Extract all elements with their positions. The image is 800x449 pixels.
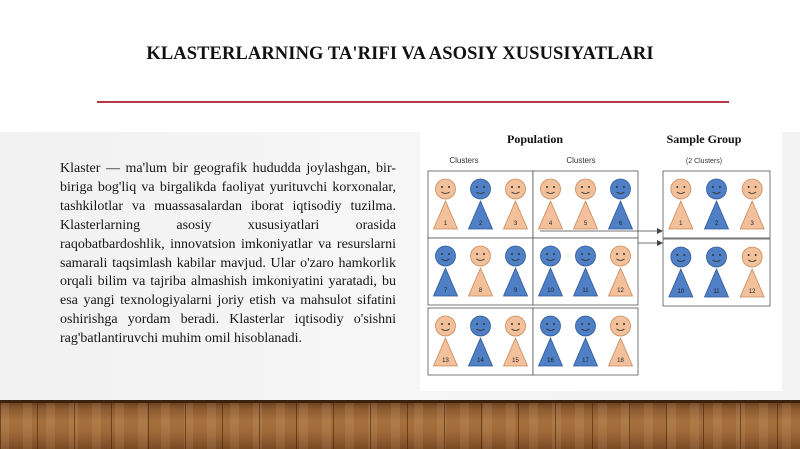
person-eye (712, 254, 714, 256)
person-number: 10 (547, 288, 554, 294)
person-head (471, 246, 491, 266)
person-number: 5 (583, 221, 588, 227)
person-eye (748, 186, 750, 188)
person-number: 2 (478, 221, 483, 227)
person-head (541, 246, 561, 266)
person-eye (441, 186, 443, 188)
person-eye (683, 254, 685, 256)
person-head (576, 246, 596, 266)
slide-body-text: Klaster — ma'lum bir geografik hududda joylashgan, bir-biriga bog'liq va birgalikda faoliyat yurituvchi korxonalar, tashkilotlar va muassasalardan iborat iqtisodiy tuzilma. Klasterlarning asosiy xususiyatlari orasida raqobatbardoshlik, innovatsion imkoniyatlar va resurslarni samarali taqsimlash kabilar mavjud. Ular o'zaro hamkorlik orqali bilim va tajriba almashish imkoniyatini yaratadi, bu esa yangi texnologiyalarni joriy etish va mahsulot sifatini oshirishga yordam beradi. Klasterlar iqtisodiy o'sishni rag'batlantiruvchi muhim omil hisoblanadi. (60, 161, 396, 347)
title-divider (97, 101, 729, 103)
person-eye (511, 186, 513, 188)
slide-title: KLASTERLARNING TA'RIFI VA ASOSIY XUSUSIYATLARI (146, 44, 654, 64)
person-eye (588, 323, 590, 325)
person-eye (511, 323, 513, 325)
person-eye (581, 186, 583, 188)
person-eye (476, 323, 478, 325)
person-eye (448, 186, 450, 188)
person-eye (616, 186, 618, 188)
person-number: 8 (478, 288, 483, 294)
sample-cluster (663, 239, 770, 306)
person-eye (676, 254, 678, 256)
arrow-head-top (657, 228, 663, 234)
population-cluster (428, 308, 533, 375)
person-number: 10 (677, 289, 685, 295)
person-eye (476, 253, 478, 255)
clusters-label-left: Clusters (449, 156, 479, 165)
person-head (541, 179, 561, 199)
person-number: 9 (513, 288, 518, 294)
person-eye (546, 253, 548, 255)
person-eye (623, 253, 625, 255)
person-number: 3 (750, 221, 754, 227)
person-number: 13 (442, 358, 449, 364)
person-number: 12 (617, 288, 624, 294)
person-head (471, 179, 491, 199)
person-head (671, 179, 691, 199)
person-eye (616, 323, 618, 325)
person-eye (553, 253, 555, 255)
person-head (611, 246, 631, 266)
person-eye (719, 254, 721, 256)
person-head (742, 179, 762, 199)
person-eye (581, 253, 583, 255)
cluster-sampling-figure (420, 127, 782, 391)
wooden-floor-decoration (0, 400, 800, 449)
population-cluster (533, 308, 638, 375)
sample-clusters (663, 171, 770, 306)
person-eye (448, 253, 450, 255)
person-eye (712, 186, 714, 188)
sample-subheading: (2 Clusters) (685, 158, 723, 165)
floor-edge (0, 400, 800, 403)
population-cluster (428, 238, 533, 305)
person-eye (553, 323, 555, 325)
person-number: 7 (443, 288, 448, 294)
person-number: 14 (477, 358, 484, 364)
person-head (742, 247, 762, 267)
clusters-label-right: Clusters (566, 156, 596, 165)
person-number: 11 (713, 289, 720, 295)
person-eye (483, 253, 485, 255)
person-number: 17 (582, 358, 589, 364)
person-eye (546, 186, 548, 188)
person-eye (755, 254, 757, 256)
person-head (436, 179, 456, 199)
person-head (506, 246, 526, 266)
person-eye (588, 253, 590, 255)
population-heading: Population (506, 132, 564, 146)
person-head (436, 246, 456, 266)
person-eye (683, 186, 685, 188)
person-eye (483, 186, 485, 188)
person-eye (676, 186, 678, 188)
person-number: 2 (714, 221, 719, 227)
arrow-head-bottom (657, 240, 663, 246)
person-eye (483, 323, 485, 325)
person-head (707, 247, 727, 267)
person-eye (588, 186, 590, 188)
person-eye (518, 253, 520, 255)
person-head (611, 316, 631, 336)
person-eye (511, 253, 513, 255)
person-head (576, 316, 596, 336)
person-number: 4 (548, 221, 553, 227)
person-head (671, 247, 691, 267)
person-eye (719, 186, 721, 188)
population-cluster (533, 171, 638, 238)
population-clusters (428, 171, 638, 375)
person-head (436, 316, 456, 336)
person-head (707, 179, 727, 199)
sample-cluster (663, 171, 770, 238)
person-number: 16 (547, 358, 554, 364)
person-number: 1 (443, 221, 448, 227)
sample-group-heading: Sample Group (666, 132, 742, 146)
population-cluster (533, 238, 638, 305)
person-eye (623, 323, 625, 325)
person-eye (476, 186, 478, 188)
person-eye (616, 253, 618, 255)
person-eye (518, 323, 520, 325)
person-number: 12 (748, 289, 756, 295)
person-eye (623, 186, 625, 188)
person-eye (581, 323, 583, 325)
slide-header-area (0, 0, 800, 132)
person-eye (755, 186, 757, 188)
cluster-sampling-diagram (420, 127, 782, 391)
person-eye (553, 186, 555, 188)
person-number: 3 (513, 221, 518, 227)
person-number: 18 (617, 358, 624, 364)
population-cluster (428, 171, 533, 238)
person-eye (748, 254, 750, 256)
person-head (471, 316, 491, 336)
person-head (541, 316, 561, 336)
person-head (611, 179, 631, 199)
person-eye (448, 323, 450, 325)
person-number: 15 (512, 358, 519, 364)
person-number: 1 (679, 221, 683, 227)
person-eye (518, 186, 520, 188)
person-head (576, 179, 596, 199)
person-head (506, 316, 526, 336)
person-eye (441, 253, 443, 255)
person-head (506, 179, 526, 199)
person-number: 11 (582, 288, 589, 294)
person-eye (441, 323, 443, 325)
person-eye (546, 323, 548, 325)
person-number: 6 (618, 221, 623, 227)
